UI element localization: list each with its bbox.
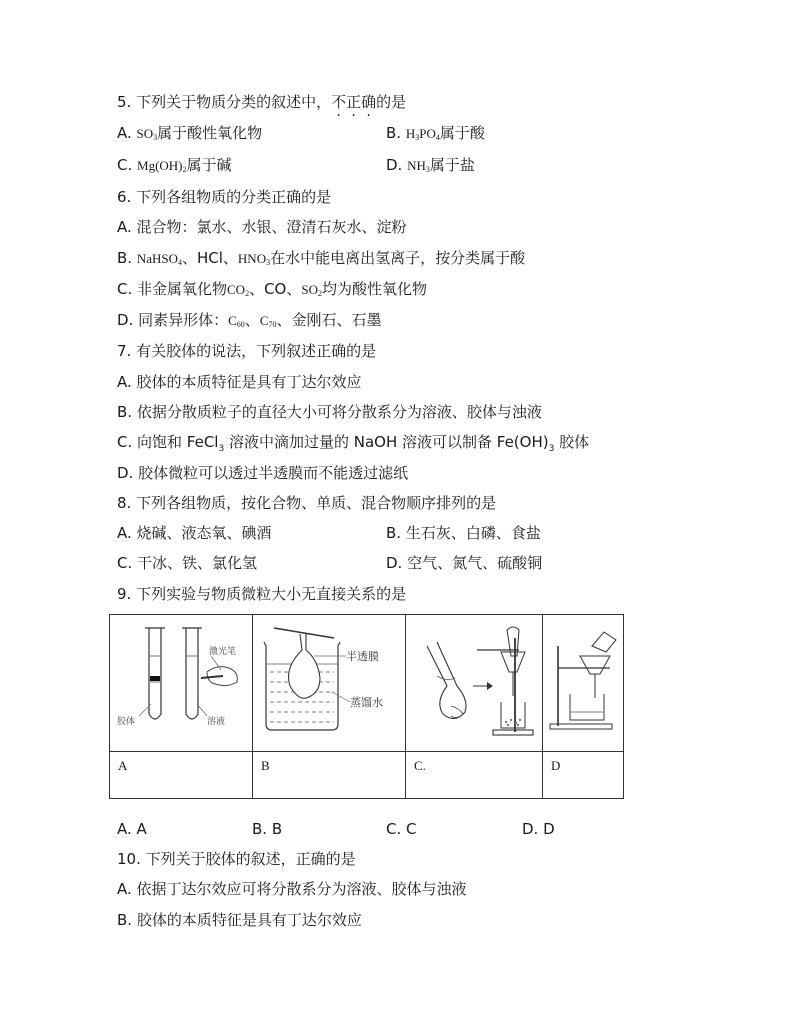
q9-answer-a: A. A: [117, 820, 147, 838]
q5-c-f1: Mg(OH): [137, 158, 183, 173]
fig-cell-a: [110, 615, 253, 752]
q5-d-formula: [407, 158, 430, 173]
q5-b-f1sub: 3: [415, 133, 420, 142]
q5-c-text: 属于碱: [186, 156, 232, 174]
q6-d-prefix: D. 同素异形体：: [117, 311, 229, 329]
q5-b-prefix: B.: [386, 124, 406, 142]
q6-c-mid: 、CO、: [249, 280, 302, 298]
q6-option-b: [117, 248, 525, 273]
q8-option-d: D. 空气、氮气、硫酸铜: [386, 554, 543, 572]
q9-figure-table: [109, 614, 624, 799]
q8-option-a: A. 烧碱、液态氧、碘酒: [117, 524, 272, 542]
q7-option-c: [117, 432, 589, 459]
q5-c-formula: [137, 158, 187, 173]
q5-b-f1: H: [405, 126, 416, 141]
question-8-stem: 8. 下列各组物质，按化合物、单质、混合物顺序排列的是: [117, 494, 497, 512]
q6-c-f2: SO: [301, 282, 318, 297]
q7-option-d: D. 胶体微粒可以透过半透膜而不能透过滤纸: [117, 464, 409, 482]
q6-d-f2sub: 70: [268, 320, 277, 329]
question-10-stem: 10. 下列关于胶体的叙述，正确的是: [117, 850, 356, 868]
q5-b-formula: [406, 126, 440, 141]
q6-b-mid: 、HCl、: [182, 249, 238, 267]
q6-d-f1: C: [228, 313, 237, 328]
q7-c-post: 胶体: [554, 433, 590, 451]
q6-b-formula2: [238, 251, 270, 266]
question-5-stem: [117, 92, 406, 112]
q5-option-b: [386, 123, 485, 148]
funnel-filtration-illustration: [544, 616, 622, 746]
q10-option-b: B. 胶体的本质特征是具有丁达尔效应: [117, 911, 362, 929]
q7-c-mid: 溶液中滴加过量的 NaOH 溶液可以制备 Fe(OH): [224, 433, 549, 451]
q9-answer-d: D. D: [522, 820, 555, 838]
q5-d-prefix: D.: [386, 156, 408, 174]
fig-cell-c: [406, 615, 543, 752]
q6-c-f1sub: 2: [245, 289, 250, 298]
q8-option-c: C. 干冰、铁、氯化氢: [117, 554, 258, 572]
question-9-stem: 9. 下列实验与物质微粒大小无直接关系的是: [117, 585, 407, 603]
q6-b-f1sub: 4: [178, 258, 182, 267]
q5-b-text: 属于酸: [439, 124, 485, 142]
q6-b-text: 在水中能电离出氢离子，按分类属于酸: [270, 249, 526, 267]
q6-b-f1: NaHSO: [136, 251, 178, 266]
q9-answer-b: B. B: [252, 820, 283, 838]
dialysis-illustration: [254, 616, 404, 746]
q5-d-f1sub: 3: [425, 165, 430, 174]
q6-d-sep: 、: [244, 311, 260, 329]
fig-label-d: D: [543, 752, 624, 799]
q5-emph-2: 正: [346, 93, 362, 111]
q7-c-pre: C. 向饱和 FeCl: [117, 433, 219, 451]
fig-label-c: C.: [406, 752, 543, 799]
q5-option-c: [117, 155, 232, 180]
q6-d-text: 、金刚石、石墨: [276, 311, 382, 329]
question-6-stem: 6. 下列各组物质的分类正确的是: [117, 188, 332, 206]
q6-d-formula1: [228, 313, 245, 328]
q6-d-formula2: [260, 313, 277, 328]
q6-option-d: [117, 310, 381, 335]
q6-c-f1: CO: [227, 282, 246, 297]
q7-c-sub: 3: [218, 444, 225, 454]
q5-emph-1: 不: [331, 93, 347, 111]
q5-a-formula: [137, 126, 158, 141]
filtration-setup-illustration: [407, 616, 541, 746]
fig-label-b: B: [253, 752, 406, 799]
q6-d-f1sub: 60: [236, 320, 245, 329]
q6-c-prefix: C. 非金属氧化物: [117, 280, 228, 298]
q5-d-f1: NH: [407, 158, 426, 173]
q6-option-c: [117, 279, 427, 304]
q8-option-b: B. 生石灰、白磷、食盐: [386, 524, 541, 542]
fig-cell-d: [543, 615, 624, 752]
q5-c-f1sub: 2: [182, 165, 187, 174]
q5-a-prefix: A.: [117, 124, 137, 142]
q6-b-f2: HNO: [237, 251, 267, 266]
q6-b-prefix: B.: [117, 249, 137, 267]
q5-b-f2: PO: [419, 126, 436, 141]
label-membrane: 半透膜: [346, 650, 379, 663]
q5-b-f2sub: 4: [435, 133, 440, 142]
q7-option-a: A. 胶体的本质特征是具有丁达尔效应: [117, 373, 362, 391]
tyndall-effect-illustration: [111, 616, 251, 746]
q6-d-f2: C: [259, 313, 269, 328]
q6-c-f2sub: 2: [317, 289, 322, 298]
q6-b-formula1: [137, 251, 182, 266]
q5-a-f1: SO: [136, 126, 154, 141]
label-distilled-water: 蒸馏水: [350, 696, 383, 709]
q10-option-a: A. 依据丁达尔效应可将分散系分为溶液、胶体与浊液: [117, 880, 467, 898]
q5-option-d: [386, 155, 475, 180]
fig-cell-b: [253, 615, 406, 752]
label-colloid: 胶体: [117, 717, 136, 727]
q5-a-f1sub: 3: [153, 133, 158, 142]
question-7-stem: 7. 有关胶体的说法，下列叙述正确的是: [117, 342, 377, 360]
label-laser-pen: 激光笔: [209, 647, 237, 657]
label-solution: 溶液: [207, 717, 226, 727]
q7-c-sub2: 3: [548, 444, 555, 454]
q5-stem-post: 的是: [376, 93, 407, 111]
q5-c-prefix: C.: [117, 156, 138, 174]
q5-option-a: [117, 123, 262, 148]
q6-b-f2sub: 3: [266, 258, 271, 267]
q6-c-formula2: [301, 282, 322, 297]
q5-d-text: 属于盐: [429, 156, 475, 174]
q5-emph-3: 确: [361, 93, 377, 111]
q9-answer-c: C. C: [386, 820, 417, 838]
q5-a-text: 属于酸性氧化物: [157, 124, 263, 142]
fig-label-a: A: [110, 752, 253, 799]
q7-option-b: B. 依据分散质粒子的直径大小可将分散系分为溶液、胶体与浊液: [117, 403, 542, 421]
q6-c-text: 均为酸性氧化物: [321, 280, 427, 298]
q6-c-formula1: [227, 282, 249, 297]
q5-stem-pre: 5. 下列关于物质分类的叙述中，: [117, 93, 332, 111]
q6-option-a: A. 混合物：氯水、水银、澄清石灰水、淀粉: [117, 218, 407, 236]
